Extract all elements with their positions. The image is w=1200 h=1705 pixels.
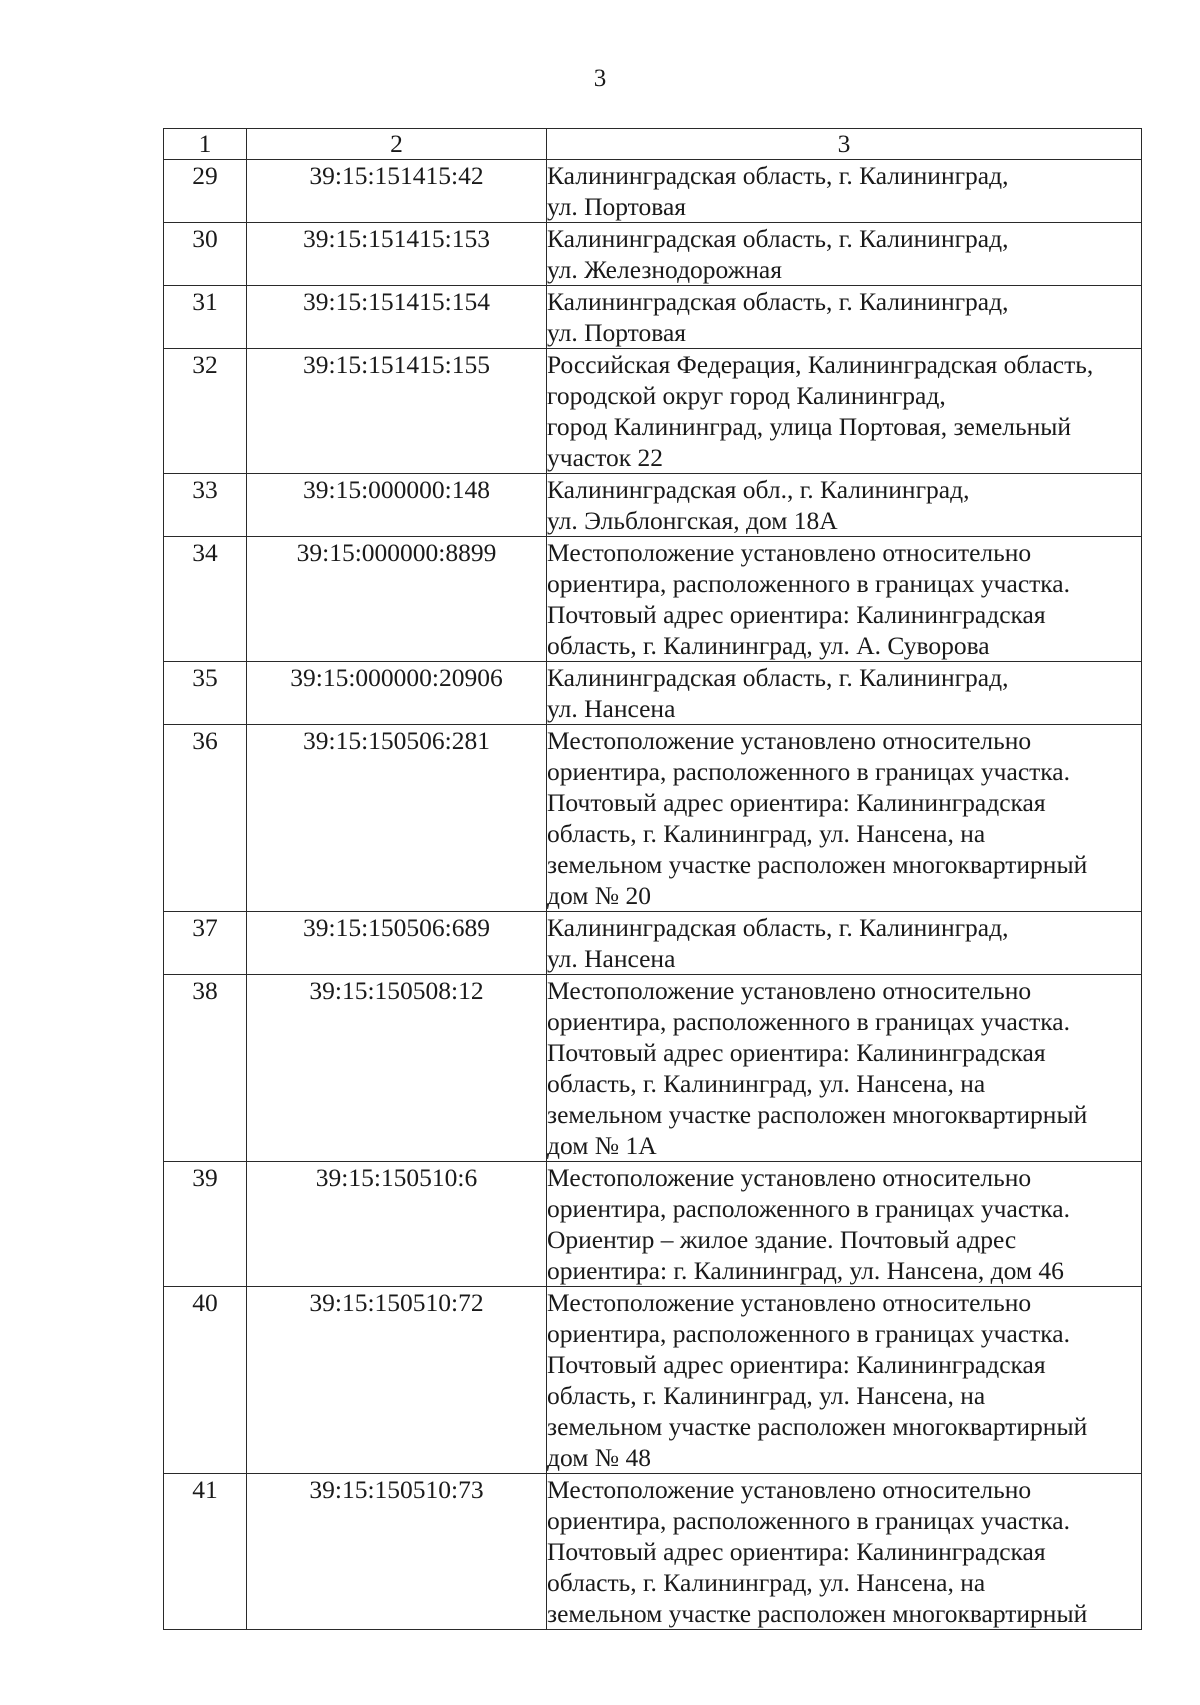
cadastral-number-cell: 39:15:151415:155 <box>247 349 547 474</box>
address-line: дом № 48 <box>547 1443 651 1472</box>
address-line: земельном участке расположен многоквартирный <box>547 850 1088 879</box>
table-row <box>164 223 1142 286</box>
address-line: Российская Федерация, Калининградская область, <box>547 350 1094 379</box>
address-line: Почтовый адрес ориентира: Калининградская <box>547 1537 1046 1566</box>
address-line: земельном участке расположен многоквартирный <box>547 1100 1088 1129</box>
address-line: ул. Эльблонгская, дом 18А <box>547 506 838 535</box>
address-cell <box>547 286 1142 349</box>
address-line: земельном участке расположен многоквартирный <box>547 1599 1088 1628</box>
address-line: область, г. Калининград, ул. Нансена, на <box>547 1568 986 1597</box>
row-number-cell: 29 <box>164 160 247 223</box>
cadastral-number-cell: 39:15:000000:8899 <box>247 537 547 662</box>
address-line: ул. Портовая <box>547 192 686 221</box>
address-cell <box>547 912 1142 975</box>
address-line: Калининградская обл., г. Калининград, <box>547 475 970 504</box>
address-line: городской округ город Калининград, <box>547 381 946 410</box>
address-cell <box>547 537 1142 662</box>
address-line: ул. Нансена <box>547 944 676 973</box>
address-line: Местоположение установлено относительно <box>547 1288 1032 1317</box>
address-line: ориентира, расположенного в границах участка. <box>547 569 1070 598</box>
address-line: Почтовый адрес ориентира: Калининградская <box>547 1350 1046 1379</box>
row-number-cell: 38 <box>164 975 247 1162</box>
cadastral-number-cell: 39:15:150510:72 <box>247 1287 547 1474</box>
table-header-row <box>164 129 1142 160</box>
address-line: ориентира, расположенного в границах участка. <box>547 1194 1070 1223</box>
table-row <box>164 1474 1142 1630</box>
column-header-cadastral: 2 <box>247 129 547 160</box>
address-line: Калининградская область, г. Калининград, <box>547 913 1009 942</box>
cadastral-number-cell: 39:15:000000:148 <box>247 474 547 537</box>
address-line: область, г. Калининград, ул. Нансена, на <box>547 1069 986 1098</box>
cadastral-number-cell: 39:15:150506:281 <box>247 725 547 912</box>
address-cell <box>547 1162 1142 1287</box>
cadastral-number-cell: 39:15:151415:154 <box>247 286 547 349</box>
address-line: Калининградская область, г. Калининград, <box>547 663 1009 692</box>
table-row <box>164 1162 1142 1287</box>
table-row <box>164 160 1142 223</box>
address-line: Местоположение установлено относительно <box>547 976 1032 1005</box>
table-row <box>164 286 1142 349</box>
row-number-cell: 30 <box>164 223 247 286</box>
address-line: дом № 1А <box>547 1131 657 1160</box>
cadastral-number-cell: 39:15:151415:153 <box>247 223 547 286</box>
address-cell <box>547 349 1142 474</box>
address-line: область, г. Калининград, ул. Нансена, на <box>547 1381 986 1410</box>
address-cell <box>547 975 1142 1162</box>
row-number-cell: 36 <box>164 725 247 912</box>
row-number-cell: 33 <box>164 474 247 537</box>
cadastral-number-cell: 39:15:150510:6 <box>247 1162 547 1287</box>
address-cell <box>547 1474 1142 1630</box>
table-row <box>164 725 1142 912</box>
cadastral-number-cell: 39:15:000000:20906 <box>247 662 547 725</box>
address-line: Почтовый адрес ориентира: Калининградская <box>547 1038 1046 1067</box>
column-header-address: 3 <box>547 129 1142 160</box>
cadastral-number-cell: 39:15:150510:73 <box>247 1474 547 1630</box>
address-line: земельном участке расположен многоквартирный <box>547 1412 1088 1441</box>
address-cell <box>547 223 1142 286</box>
row-number-cell: 31 <box>164 286 247 349</box>
address-line: Местоположение установлено относительно <box>547 1475 1032 1504</box>
address-line: Местоположение установлено относительно <box>547 538 1032 567</box>
table-row <box>164 912 1142 975</box>
address-line: ул. Портовая <box>547 318 686 347</box>
address-line: Местоположение установлено относительно <box>547 1163 1032 1192</box>
cadastral-number-cell: 39:15:150506:689 <box>247 912 547 975</box>
address-line: область, г. Калининград, ул. А. Суворова <box>547 631 990 660</box>
cadastral-number-cell: 39:15:150508:12 <box>247 975 547 1162</box>
address-line: Ориентир – жилое здание. Почтовый адрес <box>547 1225 1017 1254</box>
address-line: ориентира, расположенного в границах участка. <box>547 1007 1070 1036</box>
row-number-cell: 37 <box>164 912 247 975</box>
table-row <box>164 537 1142 662</box>
address-cell <box>547 725 1142 912</box>
row-number-cell: 34 <box>164 537 247 662</box>
table-row <box>164 474 1142 537</box>
address-line: область, г. Калининград, ул. Нансена, на <box>547 819 986 848</box>
table-row <box>164 975 1142 1162</box>
address-line: Почтовый адрес ориентира: Калининградская <box>547 600 1046 629</box>
address-line: ул. Железнодорожная <box>547 255 782 284</box>
table-body <box>164 160 1142 1630</box>
table-row <box>164 662 1142 725</box>
address-line: Калининградская область, г. Калининград, <box>547 161 1009 190</box>
address-cell <box>547 662 1142 725</box>
address-line: ориентира, расположенного в границах участка. <box>547 1319 1070 1348</box>
address-line: Местоположение установлено относительно <box>547 726 1032 755</box>
row-number-cell: 41 <box>164 1474 247 1630</box>
table-row <box>164 349 1142 474</box>
address-cell <box>547 160 1142 223</box>
row-number-cell: 35 <box>164 662 247 725</box>
address-line: дом № 20 <box>547 881 651 910</box>
address-line: участок 22 <box>547 443 664 472</box>
row-number-cell: 40 <box>164 1287 247 1474</box>
row-number-cell: 32 <box>164 349 247 474</box>
address-line: город Калининград, улица Портовая, земельный <box>547 412 1072 441</box>
address-line: Калининградская область, г. Калининград, <box>547 287 1009 316</box>
address-line: ориентира, расположенного в границах участка. <box>547 1506 1070 1535</box>
address-line: Почтовый адрес ориентира: Калининградская <box>547 788 1046 817</box>
address-line: ориентира, расположенного в границах участка. <box>547 757 1070 786</box>
cadastral-number-cell: 39:15:151415:42 <box>247 160 547 223</box>
column-header-number: 1 <box>164 129 247 160</box>
table-row <box>164 1287 1142 1474</box>
page-number: 3 <box>593 65 607 92</box>
address-line: ул. Нансена <box>547 694 676 723</box>
address-cell <box>547 1287 1142 1474</box>
row-number-cell: 39 <box>164 1162 247 1287</box>
address-cell <box>547 474 1142 537</box>
address-line: Калининградская область, г. Калининград, <box>547 224 1009 253</box>
address-line: ориентира: г. Калининград, ул. Нансена, дом 46 <box>547 1256 1064 1285</box>
land-plots-table <box>163 128 1142 1630</box>
